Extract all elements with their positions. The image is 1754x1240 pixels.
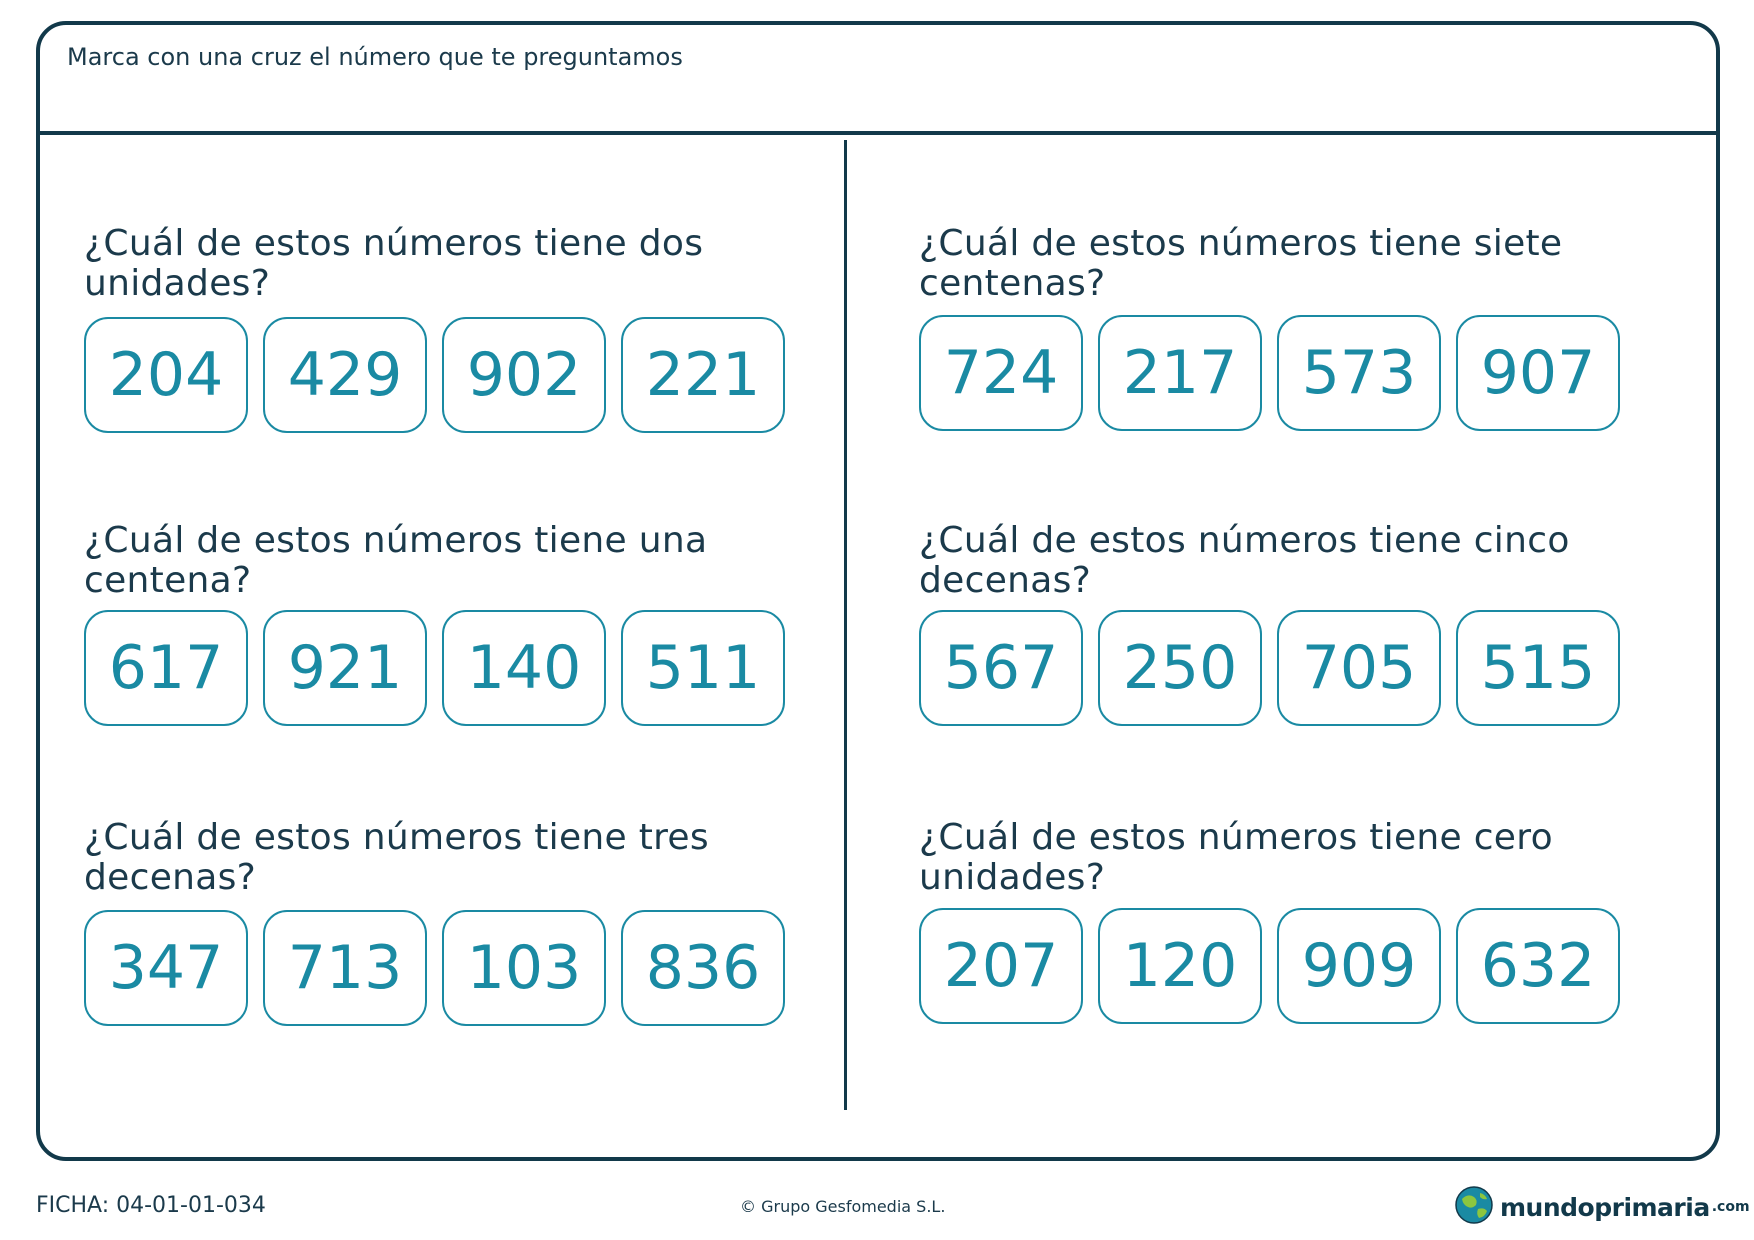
question-block (919, 817, 1639, 1001)
option-box[interactable]: 573 (1277, 315, 1441, 431)
option-box[interactable]: 120 (1098, 908, 1262, 1024)
column-divider (844, 140, 847, 1110)
option-box[interactable]: 207 (919, 908, 1083, 1024)
question-text: ¿Cuál de estos números tiene cinco decenas? (919, 520, 1570, 601)
question-text: ¿Cuál de estos números tiene una centena? (84, 520, 708, 601)
options-row (919, 610, 1620, 726)
question-text: ¿Cuál de estos números tiene tres decenas? (84, 817, 709, 898)
instruction-text: Marca con una cruz el número que te preguntamos (67, 43, 683, 71)
options-row (84, 910, 785, 1026)
option-box[interactable]: 103 (442, 910, 606, 1026)
question-text: ¿Cuál de estos números tiene siete centenas? (919, 223, 1563, 304)
option-box[interactable]: 347 (84, 910, 248, 1026)
logo-name: mundoprimaria (1500, 1192, 1710, 1222)
option-box[interactable]: 705 (1277, 610, 1441, 726)
option-box[interactable]: 617 (84, 610, 248, 726)
option-box[interactable]: 836 (621, 910, 785, 1026)
copyright-text: © Grupo Gesfomedia S.L. (740, 1197, 946, 1216)
option-box[interactable]: 909 (1277, 908, 1441, 1024)
question-block (84, 223, 804, 410)
options-row (84, 610, 785, 726)
option-box[interactable]: 902 (442, 317, 606, 433)
question-block (919, 223, 1639, 408)
globe-icon (1454, 1185, 1494, 1229)
option-box[interactable]: 921 (263, 610, 427, 726)
logo-domain: .com (1711, 1199, 1750, 1215)
option-box[interactable]: 907 (1456, 315, 1620, 431)
option-box[interactable]: 511 (621, 610, 785, 726)
option-box[interactable]: 713 (263, 910, 427, 1026)
sheet-code: FICHA: 04-01-01-034 (36, 1193, 266, 1218)
option-box[interactable]: 515 (1456, 610, 1620, 726)
question-text: ¿Cuál de estos números tiene cero unidades? (919, 817, 1553, 898)
question-block (919, 520, 1639, 703)
option-box[interactable]: 632 (1456, 908, 1620, 1024)
option-box[interactable]: 204 (84, 317, 248, 433)
question-text: ¿Cuál de estos números tiene dos unidades? (84, 223, 704, 304)
question-block (84, 817, 804, 1003)
option-box[interactable]: 140 (442, 610, 606, 726)
option-box[interactable]: 221 (621, 317, 785, 433)
option-box[interactable]: 567 (919, 610, 1083, 726)
question-block (84, 520, 804, 703)
options-row (919, 315, 1620, 431)
worksheet-header (40, 25, 1716, 135)
option-box[interactable]: 250 (1098, 610, 1262, 726)
option-box[interactable]: 217 (1098, 315, 1262, 431)
site-logo[interactable] (1454, 1185, 1750, 1229)
option-box[interactable]: 724 (919, 315, 1083, 431)
options-row (919, 908, 1620, 1024)
option-box[interactable]: 429 (263, 317, 427, 433)
options-row (84, 317, 785, 433)
